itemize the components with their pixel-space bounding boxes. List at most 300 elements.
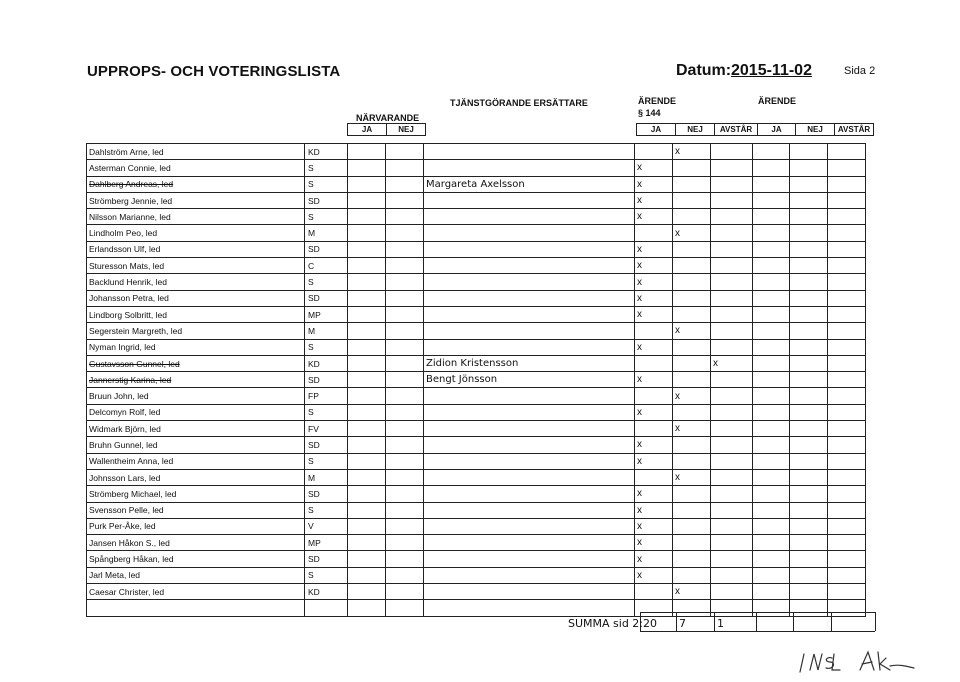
arende2-nej-cell [790, 306, 828, 322]
arende2-avstar-cell [828, 176, 866, 192]
arende2-avstar-cell [828, 535, 866, 551]
vote-avstar [711, 225, 753, 241]
party-code: SD [305, 437, 348, 453]
arende2-avstar-cell [828, 502, 866, 518]
arende2-nej-header: NEJ [796, 124, 835, 136]
member-name: Segerstein Margreth, led [87, 323, 305, 339]
party-code: S [305, 339, 348, 355]
present-nej-cell [386, 518, 424, 534]
arende2-ja-cell [753, 209, 790, 225]
arende2-nej-cell [790, 258, 828, 274]
present-ja-cell [348, 453, 386, 469]
vote-nej [673, 551, 711, 567]
vote-nej [673, 241, 711, 257]
arende2-avstar-cell [828, 388, 866, 404]
vote-nej [673, 502, 711, 518]
tjanstgorande-header: TJÄNSTGÖRANDE ERSÄTTARE [450, 98, 588, 108]
vote-nej [673, 567, 711, 583]
member-name: Strömberg Michael, led [87, 486, 305, 502]
vote-avstar [711, 339, 753, 355]
present-nej-cell [386, 404, 424, 420]
summary-avstar: 1 [717, 617, 724, 630]
vote-nej [673, 535, 711, 551]
vote-nej [673, 192, 711, 208]
arende2-nej-cell [790, 241, 828, 257]
vote-ja: x [635, 372, 673, 388]
arende2-ja-cell [753, 404, 790, 420]
vote-avstar [711, 306, 753, 322]
arende2-avstar-cell [828, 144, 866, 160]
party-code: SD [305, 551, 348, 567]
arende2-ja-cell [753, 225, 790, 241]
member-name: Widmark Björn, led [87, 421, 305, 437]
substitute-name [424, 551, 635, 567]
present-ja-cell [348, 584, 386, 600]
vote-ja [635, 225, 673, 241]
member-name: Strömberg Jennie, led [87, 192, 305, 208]
party-code: M [305, 469, 348, 485]
vote-avstar [711, 502, 753, 518]
substitute-name [424, 453, 635, 469]
arende2-ja-cell [753, 388, 790, 404]
arende2-avstar-cell [828, 404, 866, 420]
member-name: Bruhn Gunnel, led [87, 437, 305, 453]
vote-nej [673, 306, 711, 322]
present-nej-cell [386, 306, 424, 322]
arende2-nej-cell [790, 502, 828, 518]
arende2-ja-cell [753, 339, 790, 355]
party-code: SD [305, 486, 348, 502]
present-nej-cell [386, 176, 424, 192]
substitute-name [424, 290, 635, 306]
vote-ja [635, 469, 673, 485]
arende1-nej-header: NEJ [676, 124, 715, 136]
vote-avstar [711, 535, 753, 551]
member-name: Erlandsson Ulf, led [87, 241, 305, 257]
summary-divider [756, 612, 757, 631]
present-nej-cell [386, 567, 424, 583]
substitute-name: Zidion Kristensson [424, 355, 635, 371]
arende1-paragraph: § 144 [638, 108, 661, 118]
substitute-name: Margareta Axelsson [424, 176, 635, 192]
present-nej-cell [386, 209, 424, 225]
party-code: S [305, 209, 348, 225]
party-code: S [305, 160, 348, 176]
table-row [87, 306, 866, 322]
arende2-nej-cell [790, 339, 828, 355]
present-nej-cell [386, 584, 424, 600]
vote-ja: x [635, 518, 673, 534]
substitute-name [424, 209, 635, 225]
substitute-name [424, 518, 635, 534]
substitute-name [424, 323, 635, 339]
vote-ja: x [635, 437, 673, 453]
present-nej-cell [386, 502, 424, 518]
arende-subheaders [636, 123, 874, 136]
arende2-ja-cell [753, 306, 790, 322]
vote-nej [673, 372, 711, 388]
vote-nej: x [673, 584, 711, 600]
party-code: S [305, 176, 348, 192]
vote-ja: x [635, 176, 673, 192]
arende2-avstar-cell [828, 225, 866, 241]
table-row [87, 469, 866, 485]
party-code: KD [305, 144, 348, 160]
party-code: S [305, 567, 348, 583]
vote-ja: x [635, 404, 673, 420]
present-nej-cell [386, 290, 424, 306]
substitute-name [424, 339, 635, 355]
present-ja-cell [348, 372, 386, 388]
vote-ja: x [635, 192, 673, 208]
party-code: C [305, 258, 348, 274]
summary-divider [714, 612, 715, 631]
summary-divider [831, 612, 832, 631]
narvarande-nej-header: NEJ [387, 124, 426, 136]
party-code: KD [305, 355, 348, 371]
empty-cell [305, 600, 348, 616]
vote-avstar [711, 486, 753, 502]
arende2-avstar-cell [828, 241, 866, 257]
substitute-name [424, 144, 635, 160]
arende2-avstar-cell [828, 453, 866, 469]
present-ja-cell [348, 274, 386, 290]
party-code: SD [305, 192, 348, 208]
table-row [87, 290, 866, 306]
vote-avstar [711, 192, 753, 208]
member-name: Spångberg Håkan, led [87, 551, 305, 567]
arende2-avstar-cell [828, 355, 866, 371]
arende2-ja-cell [753, 176, 790, 192]
arende2-nej-cell [790, 176, 828, 192]
substitute-name [424, 258, 635, 274]
arende2-ja-cell [753, 453, 790, 469]
substitute-name: Bengt Jönsson [424, 372, 635, 388]
table-row [87, 144, 866, 160]
member-name: Svensson Pelle, led [87, 502, 305, 518]
present-ja-cell [348, 502, 386, 518]
narvarande-subheaders [347, 123, 426, 136]
member-name: Wallentheim Anna, led [87, 453, 305, 469]
substitute-name [424, 421, 635, 437]
party-code: S [305, 274, 348, 290]
vote-avstar [711, 567, 753, 583]
arende2-nej-cell [790, 404, 828, 420]
vote-ja: x [635, 274, 673, 290]
vote-nej [673, 258, 711, 274]
vote-avstar [711, 437, 753, 453]
arende2-avstar-cell [828, 306, 866, 322]
vote-avstar [711, 584, 753, 600]
vote-avstar [711, 258, 753, 274]
arende2-avstar-cell [828, 339, 866, 355]
vote-nej [673, 290, 711, 306]
substitute-name [424, 388, 635, 404]
substitute-name [424, 274, 635, 290]
summary-divider [793, 612, 794, 631]
arende2-avstar-cell [828, 567, 866, 583]
present-ja-cell [348, 209, 386, 225]
vote-avstar [711, 551, 753, 567]
arende2-nej-cell [790, 469, 828, 485]
arende1-avstar-header: AVSTÅR [715, 124, 758, 136]
arende2-header: ÄRENDE [758, 96, 797, 106]
party-code: SD [305, 290, 348, 306]
member-name: Nilsson Marianne, led [87, 209, 305, 225]
arende2-nej-cell [790, 584, 828, 600]
vote-ja: x [635, 339, 673, 355]
arende1-ja-header: JA [637, 124, 676, 136]
arende2-nej-cell [790, 421, 828, 437]
present-nej-cell [386, 144, 424, 160]
arende2-avstar-cell [828, 469, 866, 485]
substitute-name [424, 502, 635, 518]
arende1-header: ÄRENDE [638, 96, 677, 106]
vote-nej [673, 176, 711, 192]
present-ja-cell [348, 258, 386, 274]
summary-ja: 20 [643, 617, 657, 630]
empty-cell [424, 600, 635, 616]
arende2-avstar-cell [828, 323, 866, 339]
table-row [87, 535, 866, 551]
vote-avstar [711, 241, 753, 257]
present-ja-cell [348, 535, 386, 551]
page-number: Sida 2 [844, 65, 876, 77]
member-name: Johansson Petra, led [87, 290, 305, 306]
table-row [87, 274, 866, 290]
vote-nej: x [673, 421, 711, 437]
vote-nej [673, 160, 711, 176]
arende2-avstar-cell [828, 192, 866, 208]
arende2-nej-cell [790, 225, 828, 241]
table-row [87, 372, 866, 388]
party-code: S [305, 453, 348, 469]
arende2-ja-cell [753, 535, 790, 551]
arende2-ja-cell [753, 486, 790, 502]
substitute-name [424, 225, 635, 241]
arende2-avstar-cell [828, 518, 866, 534]
vote-nej [673, 274, 711, 290]
vote-avstar [711, 209, 753, 225]
vote-ja: x [635, 551, 673, 567]
present-nej-cell [386, 160, 424, 176]
vote-nej: x [673, 144, 711, 160]
present-ja-cell [348, 404, 386, 420]
present-ja-cell [348, 176, 386, 192]
party-code: S [305, 502, 348, 518]
arende2-ja-cell [753, 437, 790, 453]
present-nej-cell [386, 274, 424, 290]
arende2-ja-cell [753, 192, 790, 208]
arende2-nej-cell [790, 388, 828, 404]
present-ja-cell [348, 355, 386, 371]
arende2-ja-cell [753, 323, 790, 339]
substitute-name [424, 437, 635, 453]
arende2-nej-cell [790, 209, 828, 225]
table-row [87, 453, 866, 469]
table-row [87, 192, 866, 208]
vote-nej: x [673, 469, 711, 485]
vote-nej [673, 209, 711, 225]
vote-nej [673, 355, 711, 371]
arende2-avstar-cell [828, 258, 866, 274]
arende2-avstar-cell [828, 209, 866, 225]
arende2-ja-cell [753, 290, 790, 306]
present-nej-cell [386, 551, 424, 567]
table-row [87, 209, 866, 225]
arende2-ja-cell [753, 274, 790, 290]
present-nej-cell [386, 339, 424, 355]
arende2-avstar-cell [828, 421, 866, 437]
present-ja-cell [348, 437, 386, 453]
date-label: Datum: [676, 62, 732, 79]
table-row [87, 584, 866, 600]
party-code: MP [305, 306, 348, 322]
table-row [87, 225, 866, 241]
present-nej-cell [386, 388, 424, 404]
substitute-name [424, 535, 635, 551]
member-name: Gustavsson Gunnel, led [87, 355, 305, 371]
member-name: Jansen Håkon S., led [87, 535, 305, 551]
vote-ja [635, 323, 673, 339]
member-name: Lindholm Peo, led [87, 225, 305, 241]
vote-avstar [711, 323, 753, 339]
present-ja-cell [348, 388, 386, 404]
substitute-name [424, 469, 635, 485]
arende2-nej-cell [790, 323, 828, 339]
date-value: 2015-11-02 [731, 62, 812, 79]
vote-ja: x [635, 486, 673, 502]
vote-avstar [711, 372, 753, 388]
table-row [87, 355, 866, 371]
member-name: Dahlström Arne, led [87, 144, 305, 160]
member-name: Delcomyn Rolf, led [87, 404, 305, 420]
party-code: S [305, 404, 348, 420]
arende2-nej-cell [790, 567, 828, 583]
table-row [87, 437, 866, 453]
vote-ja: x [635, 160, 673, 176]
arende2-ja-header: JA [758, 124, 796, 136]
vote-nej [673, 518, 711, 534]
empty-cell [87, 600, 305, 616]
table-row [87, 518, 866, 534]
party-code: FV [305, 421, 348, 437]
table-row [87, 551, 866, 567]
vote-ja [635, 388, 673, 404]
party-code: V [305, 518, 348, 534]
arende2-ja-cell [753, 355, 790, 371]
vote-avstar [711, 290, 753, 306]
summary-divider [875, 612, 876, 631]
table-row [87, 339, 866, 355]
vote-avstar [711, 274, 753, 290]
present-ja-cell [348, 306, 386, 322]
member-name: Caesar Christer, led [87, 584, 305, 600]
table-row [87, 160, 866, 176]
arende2-ja-cell [753, 502, 790, 518]
present-nej-cell [386, 225, 424, 241]
arende2-avstar-cell [828, 290, 866, 306]
arende2-ja-cell [753, 518, 790, 534]
arende2-ja-cell [753, 551, 790, 567]
member-name: Jannerstig Karina, led [87, 372, 305, 388]
substitute-name [424, 486, 635, 502]
vote-avstar [711, 453, 753, 469]
arende2-ja-cell [753, 160, 790, 176]
member-name: Dahlberg Andreas, led [87, 176, 305, 192]
arende2-avstar-cell [828, 437, 866, 453]
narvarande-header: NÄRVARANDE [356, 113, 420, 123]
arende2-avstar-cell [828, 160, 866, 176]
arende2-avstar-cell [828, 372, 866, 388]
arende2-nej-cell [790, 535, 828, 551]
arende2-nej-cell [790, 160, 828, 176]
arende2-avstar-cell [828, 584, 866, 600]
party-code: SD [305, 241, 348, 257]
vote-ja: x [635, 209, 673, 225]
party-code: FP [305, 388, 348, 404]
substitute-name [424, 306, 635, 322]
arende2-avstar-cell [828, 274, 866, 290]
table-row [87, 241, 866, 257]
vote-avstar [711, 388, 753, 404]
vote-avstar [711, 176, 753, 192]
member-name: Backlund Henrik, led [87, 274, 305, 290]
present-ja-cell [348, 290, 386, 306]
substitute-name [424, 584, 635, 600]
member-name: Jarl Meta, led [87, 567, 305, 583]
vote-avstar [711, 160, 753, 176]
vote-nej [673, 453, 711, 469]
signature-initials [790, 640, 930, 680]
arende2-nej-cell [790, 192, 828, 208]
member-name: Purk Per-Åke, led [87, 518, 305, 534]
member-name: Bruun John, led [87, 388, 305, 404]
arende2-avstar-cell [828, 486, 866, 502]
present-nej-cell [386, 535, 424, 551]
arende2-nej-cell [790, 372, 828, 388]
table-row [87, 323, 866, 339]
present-nej-cell [386, 241, 424, 257]
vote-ja [635, 355, 673, 371]
present-nej-cell [386, 372, 424, 388]
present-ja-cell [348, 339, 386, 355]
present-nej-cell [386, 437, 424, 453]
present-ja-cell [348, 241, 386, 257]
vote-avstar: x [711, 355, 753, 371]
table-row [87, 404, 866, 420]
present-ja-cell [348, 518, 386, 534]
member-name: Nyman Ingrid, led [87, 339, 305, 355]
vote-nej: x [673, 225, 711, 241]
arende2-ja-cell [753, 258, 790, 274]
vote-ja: x [635, 306, 673, 322]
present-nej-cell [386, 192, 424, 208]
vote-nej [673, 486, 711, 502]
table-row [87, 388, 866, 404]
member-name: Asterman Connie, led [87, 160, 305, 176]
present-ja-cell [348, 160, 386, 176]
arende2-ja-cell [753, 567, 790, 583]
table-row [87, 176, 866, 192]
vote-ja [635, 144, 673, 160]
vote-ja [635, 584, 673, 600]
arende2-ja-cell [753, 421, 790, 437]
vote-avstar [711, 469, 753, 485]
present-ja-cell [348, 144, 386, 160]
present-nej-cell [386, 453, 424, 469]
table-row [87, 502, 866, 518]
